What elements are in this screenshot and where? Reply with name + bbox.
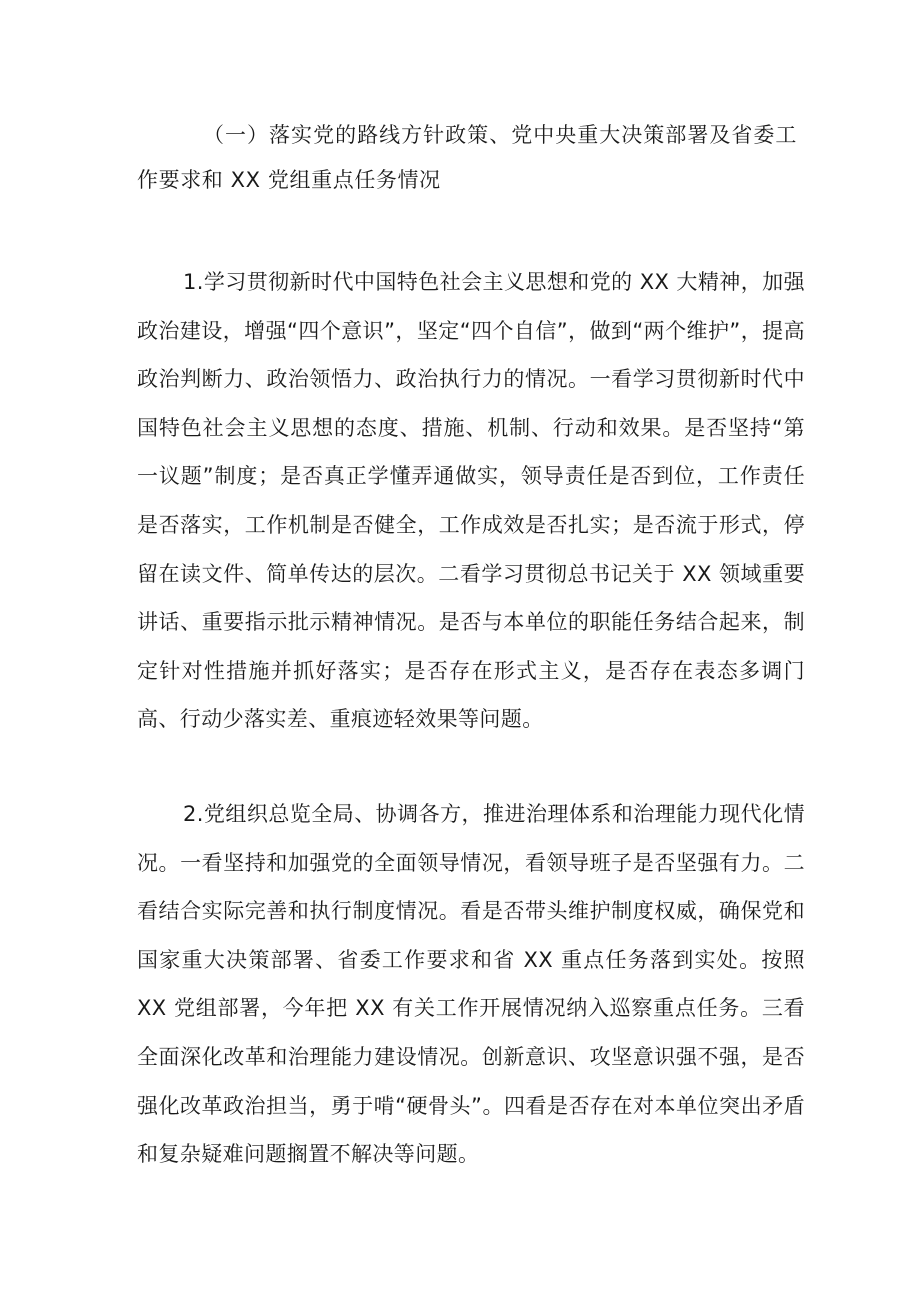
section-heading: （一）落实党的路线方针政策、党中央重大决策部署及省委工作要求和 XX 党组重点任务情况 [137, 123, 797, 192]
paragraph-2: 2.党组织总览全局、协调各方，推进治理体系和治理能力现代化情况。一看坚持和加强党的全面领导情况，看领导班子是否坚强有力。二看结合实际完善和执行制度情况。看是否带头维护制度权威，确保党和国家重大决策部署、省委工作要求和省 XX 重点任务落到实处。按照 XX 党组部署，今年把 XX 有关工作开展情况纳入巡察重点任务。三看全面深化改革和治理能力建设情况。创新意识、攻坚意识强不强，是否强化改革政治担当，勇于啃“硬骨头”。四看是否存在对本单位突出矛盾和复杂疑难问题搁置不解决等问题。 [137, 802, 805, 1167]
paragraph-1: 1.学习贯彻新时代中国特色社会主义思想和党的 XX 大精神，加强政治建设，增强“四个意识”，坚定“四个自信”，做到“两个维护”，提高政治判断力、政治领悟力、政治执行力的情况。一看学习贯彻新时代中国特色社会主义思想的态度、措施、机制、行动和效果。是否坚持“第一议题”制度；是否真正学懂弄通做实，领导责任是否到位，工作责任是否落实，工作机制是否健全，工作成效是否扎实；是否流于形式，停留在读文件、简单传达的层次。二看学习贯彻总书记关于 XX 领域重要讲话、重要指示批示精神情况。是否与本单位的职能任务结合起来，制定针对性措施并抓好落实；是否存在形式主义，是否存在表态多调门高、行动少落实差、重痕迹轻效果等问题。 [137, 270, 805, 732]
